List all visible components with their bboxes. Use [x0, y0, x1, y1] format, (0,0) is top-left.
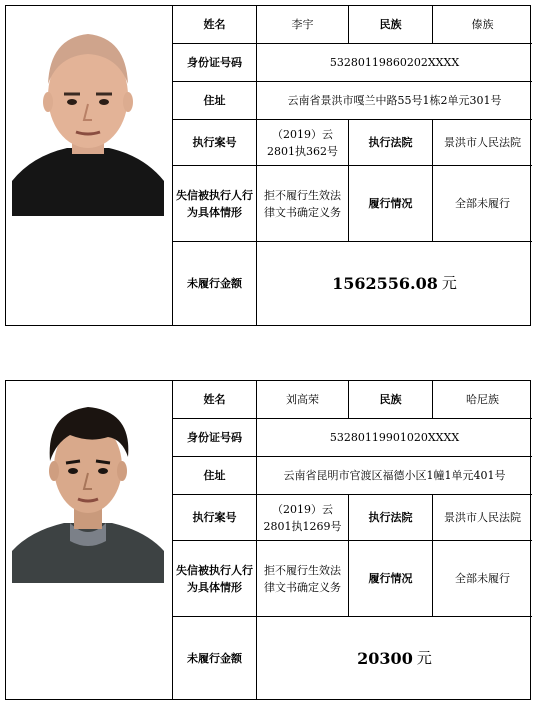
- court-label: 执行法院: [349, 120, 433, 166]
- unpaid-amount-value: [257, 617, 532, 699]
- address-label: 住址: [173, 82, 257, 120]
- info-table: [173, 381, 530, 699]
- case-number-value: （2019）云2801执362号: [257, 120, 349, 166]
- case-number-label: 执行案号: [173, 495, 257, 541]
- amount-number: 20300: [357, 648, 413, 668]
- behavior-label: 失信被执行人行为具体情形: [173, 541, 257, 617]
- performance-value: 全部未履行: [433, 166, 532, 242]
- address-value: 云南省昆明市官渡区福德小区1幢1单元401号: [257, 457, 532, 495]
- court-value: 景洪市人民法院: [433, 495, 532, 541]
- amount-unit: 元: [441, 274, 457, 292]
- photo-cell: [6, 381, 173, 699]
- portrait-photo: [12, 391, 164, 583]
- id-number-value: 53280119860202XXXX: [257, 44, 532, 82]
- court-value: 景洪市人民法院: [433, 120, 532, 166]
- performance-label: 履行情况: [349, 541, 433, 617]
- amount-number: 1562556.08: [332, 274, 438, 293]
- debtor-record-card: [5, 5, 531, 326]
- court-label: 执行法院: [349, 495, 433, 541]
- name-value: 李宇: [257, 6, 349, 44]
- performance-value: 全部未履行: [433, 541, 532, 617]
- ethnicity-label: 民族: [349, 381, 433, 419]
- address-value: 云南省景洪市嘎兰中路55号1栋2单元301号: [257, 82, 532, 120]
- behavior-label: 失信被执行人行为具体情形: [173, 166, 257, 242]
- photo-cell: [6, 6, 173, 325]
- info-table: [173, 6, 530, 325]
- ethnicity-label: 民族: [349, 6, 433, 44]
- ethnicity-value: 哈尼族: [433, 381, 532, 419]
- name-label: 姓名: [173, 381, 257, 419]
- behavior-value: 拒不履行生效法律文书确定义务: [257, 166, 349, 242]
- performance-label: 履行情况: [349, 166, 433, 242]
- unpaid-amount-label: 未履行金额: [173, 242, 257, 325]
- id-number-label: 身份证号码: [173, 44, 257, 82]
- ethnicity-value: 傣族: [433, 6, 532, 44]
- address-label: 住址: [173, 457, 257, 495]
- unpaid-amount-value: [257, 242, 532, 325]
- name-label: 姓名: [173, 6, 257, 44]
- name-value: 刘高荣: [257, 381, 349, 419]
- case-number-value: （2019）云2801执1269号: [257, 495, 349, 541]
- portrait-photo: [12, 16, 164, 216]
- case-number-label: 执行案号: [173, 120, 257, 166]
- behavior-value: 拒不履行生效法律文书确定义务: [257, 541, 349, 617]
- id-number-label: 身份证号码: [173, 419, 257, 457]
- debtor-record-card: [5, 380, 531, 700]
- unpaid-amount-label: 未履行金额: [173, 617, 257, 699]
- amount-unit: 元: [416, 648, 432, 667]
- id-number-value: 53280119901020XXXX: [257, 419, 532, 457]
